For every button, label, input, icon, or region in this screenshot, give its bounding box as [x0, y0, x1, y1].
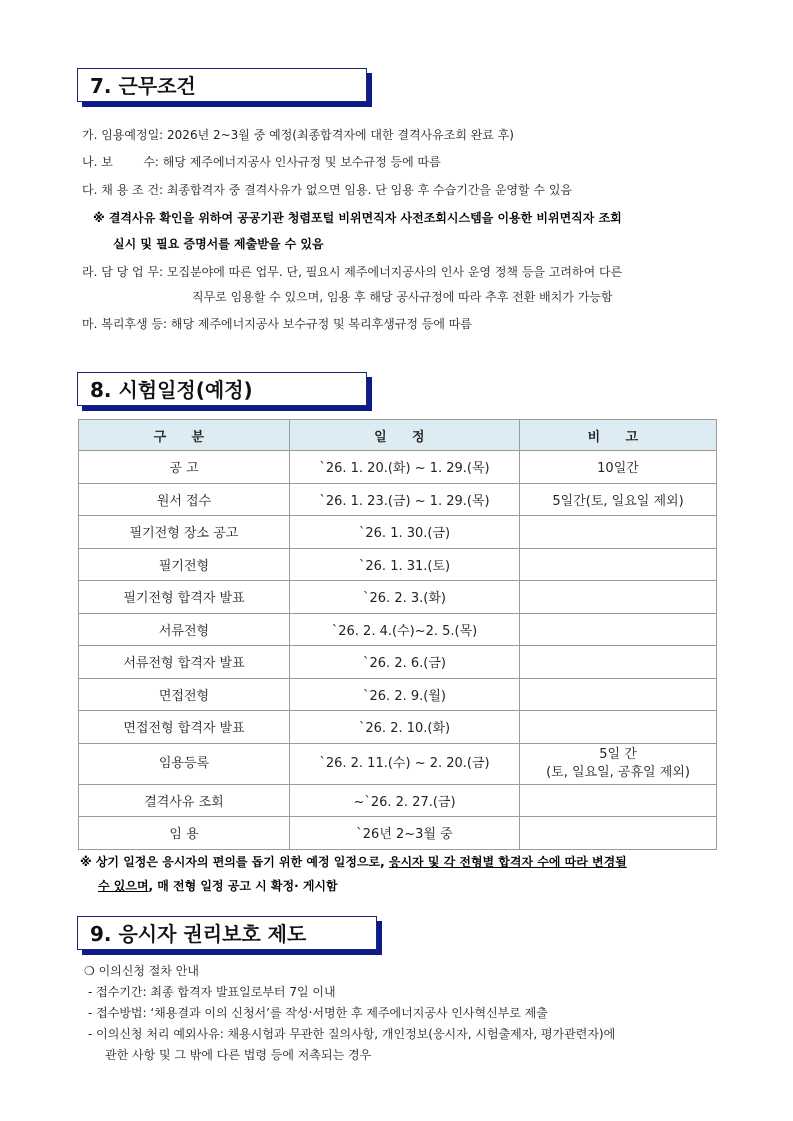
table-row [79, 581, 717, 614]
row-schedule: `26. 2. 4.(수)~2. 5.(목) [290, 613, 520, 646]
section8-note-line1 [80, 853, 627, 870]
table-row [79, 817, 717, 850]
row-schedule: `26. 2. 3.(화) [290, 581, 520, 614]
row-remark: 5일간(토, 일요일 제외) [520, 483, 717, 516]
row-remark: 10일간 [520, 451, 717, 484]
row-schedule: `26. 2. 9.(월) [290, 678, 520, 711]
section9-item-3-line1: - 이의신청 처리 예외사유: 채용시험과 무관한 질의사항, 개인정보(응시자, 시험출제자, 평가관련자)에 [88, 1027, 616, 1041]
row-category: 결격사유 조회 [79, 784, 290, 817]
table-row [79, 784, 717, 817]
section7-item-na: 나. 보 수: 해당 제주에너지공사 인사규정 및 보수규정 등에 따름 [82, 155, 441, 169]
section7-item-ga: 가. 임용예정일: 2026년 2~3월 중 예정(최종합격자에 대한 결격사유조회 완료 후) [82, 128, 514, 142]
row-schedule: `26. 1. 30.(금) [290, 516, 520, 549]
row-category: 임용등록 [79, 743, 290, 784]
row-category: 필기전형 [79, 548, 290, 581]
note-part3: 수 있으며 [98, 879, 149, 893]
section9-bullet: ❍ 이의신청 절차 안내 [84, 964, 199, 978]
note-part4: , 매 전형 일정 공고 시 확정· 게시함 [148, 879, 338, 893]
row-schedule: `26. 2. 6.(금) [290, 646, 520, 679]
row-remark [520, 784, 717, 817]
section7-item-ma: 마. 복리후생 등: 해당 제주에너지공사 보수규정 및 복리후생규정 등에 따름 [82, 317, 472, 331]
section9-item-2: - 접수방법: ‘채용결과 이의 신청서’를 작성‧서명한 후 제주에너지공사 인사혁신부로 제출 [88, 1006, 548, 1020]
row-schedule: `26. 1. 31.(토) [290, 548, 520, 581]
table-row [79, 678, 717, 711]
row-category: 임 용 [79, 817, 290, 850]
section-9-title: 9. 응시자 권리보호 제도 [77, 916, 377, 950]
table-row [79, 451, 717, 484]
header-category: 구 분 [79, 420, 290, 451]
section-8-title: 8. 시험일정(예정) [77, 372, 367, 406]
header-schedule: 일 정 [290, 420, 520, 451]
table-row [79, 548, 717, 581]
row-category: 면접전형 [79, 678, 290, 711]
section-7-title: 7. 근무조건 [77, 68, 367, 102]
row-category: 서류전형 합격자 발표 [79, 646, 290, 679]
row-category: 면접전형 합격자 발표 [79, 711, 290, 744]
row-remark [520, 646, 717, 679]
table-row [79, 483, 717, 516]
table-row [79, 743, 717, 784]
row-remark [520, 817, 717, 850]
header-remark: 비 고 [520, 420, 717, 451]
section7-item-ra-line2: 직무로 임용할 수 있으며, 임용 후 해당 공사규정에 따라 추후 전환 배치가 가능함 [192, 290, 613, 304]
table-row [79, 613, 717, 646]
row-remark [520, 613, 717, 646]
row-remark [520, 548, 717, 581]
row-category: 공 고 [79, 451, 290, 484]
section9-item-3-line2: 관한 사항 및 그 밖에 다른 법령 등에 저촉되는 경우 [105, 1048, 372, 1062]
row-remark [520, 678, 717, 711]
section7-note-line2: 실시 및 필요 증명서를 제출받을 수 있음 [113, 237, 324, 251]
row-schedule: `26. 2. 10.(화) [290, 711, 520, 744]
row-category: 필기전형 장소 공고 [79, 516, 290, 549]
row-schedule: `26년 2~3월 중 [290, 817, 520, 850]
row-remark-line2: (토, 일요일, 공휴일 제외) [546, 764, 690, 780]
table-header-row [79, 420, 717, 451]
row-schedule: `26. 2. 11.(수) ~ 2. 20.(금) [290, 743, 520, 784]
row-remark [520, 711, 717, 744]
section7-item-ra-line1: 라. 담 당 업 무: 모집분야에 따른 업무. 단, 필요시 제주에너지공사의 인사 운영 정책 등을 고려하여 다른 [82, 265, 623, 279]
table-row [79, 516, 717, 549]
row-remark [520, 743, 717, 784]
row-schedule: `26. 1. 23.(금) ~ 1. 29.(목) [290, 483, 520, 516]
row-schedule: ~`26. 2. 27.(금) [290, 784, 520, 817]
row-category: 원서 접수 [79, 483, 290, 516]
section9-item-1: - 접수기간: 최종 합격자 발표일로부터 7일 이내 [88, 985, 336, 999]
section8-note-line2 [98, 877, 338, 894]
row-category: 필기전형 합격자 발표 [79, 581, 290, 614]
row-schedule: `26. 1. 20.(화) ~ 1. 29.(목) [290, 451, 520, 484]
row-remark-line1: 5일 간 [599, 746, 637, 762]
row-category: 서류전형 [79, 613, 290, 646]
section7-note-line1: ※ 결격사유 확인을 위하여 공공기관 청렴포털 비위면직자 사전조회시스템을 이용한 비위면직자 조회 [93, 211, 622, 225]
note-part1: ※ 상기 일정은 응시자의 편의를 돕기 위한 예정 일정으로, [80, 855, 389, 869]
row-remark [520, 516, 717, 549]
exam-schedule-table [78, 419, 717, 850]
note-part2: 응시자 및 각 전형별 합격자 수에 따라 변경될 [388, 855, 627, 869]
section7-item-da: 다. 채 용 조 건: 최종합격자 중 결격사유가 없으면 임용. 단 임용 후 수습기간을 운영할 수 있음 [82, 183, 573, 197]
table-row [79, 646, 717, 679]
row-remark [520, 581, 717, 614]
table-row [79, 711, 717, 744]
